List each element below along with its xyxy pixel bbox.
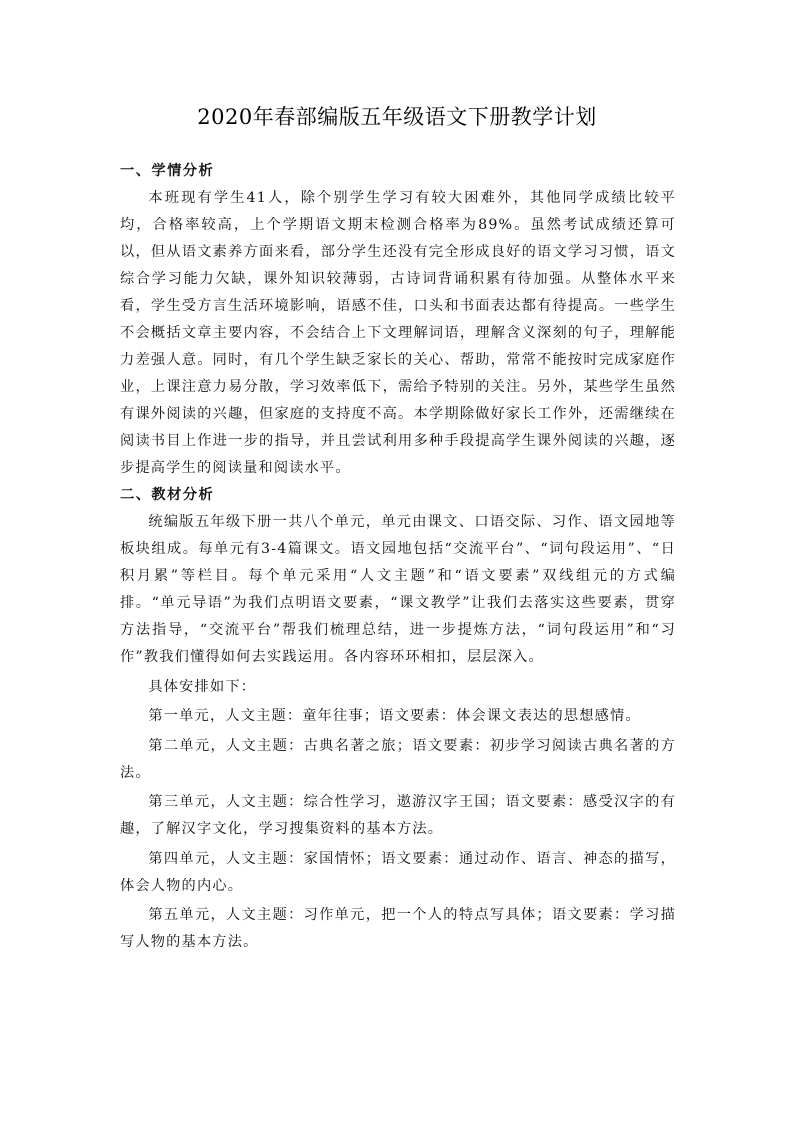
student-analysis-paragraph: 本班现有学生41人，除个别学生学习有较大困难外，其他同学成绩比较平均，合格率较高，上个学期语文期末检测合格率为89%。虽然考试成绩还算可以，但从语文素养方面来看，部分学生还没有完全形成良好的语文学习习惯，语文综合学习能力欠缺，课外知识较薄弱，古诗词背诵积累有待加强。从整体水平来看，学生受方言生活环境影响，语感不佳，口头和书面表达都有待提高。一些学生不会概括文章主要内容，不会结合上下文理解词语，理解含义深刻的句子，理解能力差强人意。同时，有几个学生缺乏家长的关心、帮助，常常不能按时完成家庭作业，上课注意力易分散，学习效率低下，需给予特别的关注。另外，某些学生虽然有课外阅读的兴趣，但家庭的支持度不高。本学期除做好家长工作外，还需继续在阅读书目上作进一步的指导，并且尝试利用多种手段提高学生课外阅读的兴趣，逐步提高学生的阅读量和阅读水平。 [120,190,676,476]
unit-item-5: 第五单元，人文主题：习作单元，把一个人的特点写具体；语文要素：学习描写人物的基本方法。 [120,907,676,950]
section-heading-student-analysis: 一、学情分析 [120,163,215,179]
unit-item-2: 第二单元，人文主题：古典名著之旅；语文要素：初步学习阅读古典名著的方法。 [120,737,676,781]
textbook-analysis-paragraph: 统编版五年级下册一共八个单元，单元由课文、口语交际、习作、语文园地等板块组成。每单元有3-4篇课文。语文园地包括“交流平台”、“词句段运用”、“日积月累”等栏目。每个单元采用“人文主题”和“语文要素”双线组元的方式编排。“单元导语”为我们点明语文要素，“课文教学”让我们去落实这些要素，贯穿方法指导，“交流平台”帮我们梳理总结，进一步提炼方法，“词句段运用”和“习作”教我们懂得如何去实践运用。各内容环环相扣，层层深入。 [120,514,676,665]
unit-item-4: 第四单元，人文主题：家国情怀；语文要素：通过动作、语言、神态的描写，体会人物的内心。 [120,850,676,894]
unit-item-1: 第一单元，人文主题：童年往事；语文要素：体会课文表达的思想感情。 [148,708,641,724]
document-title: 2020年春部编版五年级语文下册教学计划 [197,105,597,129]
arrangement-intro: 具体安排如下： [148,678,257,695]
document-body [120,158,676,956]
section-heading-textbook-analysis: 二、教材分析 [120,487,215,503]
unit-item-3: 第三单元，人文主题：综合性学习，遨游汉字王国；语文要素：感受汉字的有趣，了解汉字文化，学习搜集资料的基本方法。 [120,794,676,837]
